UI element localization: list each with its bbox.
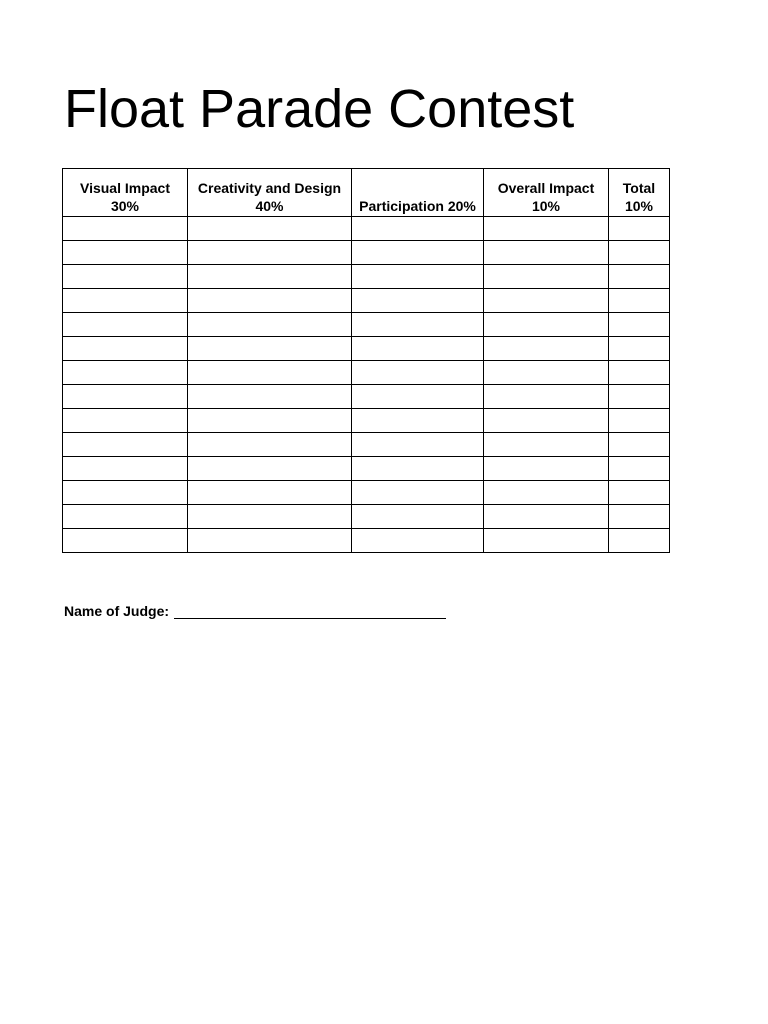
score-cell[interactable]: [609, 433, 670, 457]
score-cell[interactable]: [352, 361, 484, 385]
score-cell[interactable]: [188, 313, 352, 337]
score-cell[interactable]: [484, 505, 609, 529]
score-cell[interactable]: [188, 433, 352, 457]
table-row: [63, 433, 670, 457]
score-cell[interactable]: [609, 337, 670, 361]
score-cell[interactable]: [352, 481, 484, 505]
score-cell[interactable]: [63, 505, 188, 529]
score-cell[interactable]: [609, 481, 670, 505]
score-cell[interactable]: [352, 385, 484, 409]
score-cell[interactable]: [188, 529, 352, 553]
score-cell[interactable]: [63, 265, 188, 289]
score-cell[interactable]: [188, 481, 352, 505]
score-cell[interactable]: [609, 385, 670, 409]
score-cell[interactable]: [188, 457, 352, 481]
score-cell[interactable]: [352, 289, 484, 313]
judge-label: Name of Judge:: [64, 603, 170, 619]
score-cell[interactable]: [352, 265, 484, 289]
score-cell[interactable]: [63, 289, 188, 313]
score-cell[interactable]: [63, 241, 188, 265]
score-cell[interactable]: [63, 409, 188, 433]
score-cell[interactable]: [188, 265, 352, 289]
score-cell[interactable]: [484, 241, 609, 265]
score-cell[interactable]: [352, 217, 484, 241]
score-cell[interactable]: [484, 529, 609, 553]
column-header-line: Creativity and Design: [197, 180, 342, 196]
column-header-weight: 10%: [531, 198, 561, 214]
score-cell[interactable]: [609, 217, 670, 241]
score-cell[interactable]: [484, 409, 609, 433]
score-cell[interactable]: [352, 505, 484, 529]
score-cell[interactable]: [609, 505, 670, 529]
score-cell[interactable]: [188, 505, 352, 529]
column-header-weight: 40%: [255, 198, 284, 214]
score-cell[interactable]: [352, 241, 484, 265]
score-cell[interactable]: [609, 361, 670, 385]
column-header-line: Overall Impact: [497, 180, 595, 196]
score-cell[interactable]: [484, 457, 609, 481]
score-cell[interactable]: [484, 433, 609, 457]
score-cell[interactable]: [484, 289, 609, 313]
score-cell[interactable]: [63, 217, 188, 241]
score-cell[interactable]: [609, 265, 670, 289]
column-header-weight: Participation 20%: [359, 198, 476, 214]
score-cell[interactable]: [352, 313, 484, 337]
score-cell[interactable]: [63, 337, 188, 361]
table-row: [63, 265, 670, 289]
score-cell[interactable]: [609, 529, 670, 553]
judge-name-line[interactable]: [174, 604, 446, 619]
score-cell[interactable]: [188, 385, 352, 409]
score-cell[interactable]: [484, 361, 609, 385]
score-cell[interactable]: [188, 217, 352, 241]
score-cell[interactable]: [484, 313, 609, 337]
table-row: [63, 361, 670, 385]
score-cell[interactable]: [609, 409, 670, 433]
score-cell[interactable]: [188, 409, 352, 433]
score-cell[interactable]: [352, 457, 484, 481]
score-cell[interactable]: [188, 289, 352, 313]
table-row: [63, 481, 670, 505]
score-cell[interactable]: [63, 361, 188, 385]
table-row: [63, 241, 670, 265]
column-header-line: Visual Impact: [79, 180, 170, 196]
score-table: [62, 168, 670, 553]
score-cell[interactable]: [188, 241, 352, 265]
table-row: [63, 457, 670, 481]
score-cell[interactable]: [63, 433, 188, 457]
column-header-weight: 10%: [624, 198, 654, 214]
score-cell[interactable]: [63, 481, 188, 505]
score-cell[interactable]: [609, 457, 670, 481]
column-header-total: [609, 169, 670, 217]
column-header-line: Total: [622, 180, 656, 196]
score-cell[interactable]: [188, 337, 352, 361]
score-cell[interactable]: [484, 265, 609, 289]
score-cell[interactable]: [352, 409, 484, 433]
score-cell[interactable]: [484, 385, 609, 409]
score-cell[interactable]: [63, 313, 188, 337]
column-header-visual-impact: [63, 169, 188, 217]
score-cell[interactable]: [352, 433, 484, 457]
score-cell[interactable]: [63, 457, 188, 481]
table-row: [63, 217, 670, 241]
table-row: [63, 289, 670, 313]
score-cell[interactable]: [609, 289, 670, 313]
score-cell[interactable]: [484, 217, 609, 241]
score-cell[interactable]: [352, 337, 484, 361]
page-title: Float Parade Contest: [64, 79, 575, 139]
score-cell[interactable]: [484, 337, 609, 361]
score-table-body: [63, 217, 670, 553]
score-cell[interactable]: [609, 313, 670, 337]
judge-signature-field: [64, 603, 446, 619]
table-row: [63, 385, 670, 409]
score-cell[interactable]: [609, 241, 670, 265]
column-header-weight: 30%: [110, 198, 140, 214]
table-header-row: [63, 169, 670, 217]
score-cell[interactable]: [484, 481, 609, 505]
score-cell[interactable]: [63, 385, 188, 409]
table-row: [63, 409, 670, 433]
table-row: [63, 529, 670, 553]
table-row: [63, 505, 670, 529]
score-cell[interactable]: [188, 361, 352, 385]
score-cell[interactable]: [352, 529, 484, 553]
table-row: [63, 337, 670, 361]
table-row: [63, 313, 670, 337]
column-header-participation: [352, 169, 484, 217]
score-cell[interactable]: [63, 529, 188, 553]
column-header-creativity-and-design: [188, 169, 352, 217]
column-header-overall-impact: [484, 169, 609, 217]
